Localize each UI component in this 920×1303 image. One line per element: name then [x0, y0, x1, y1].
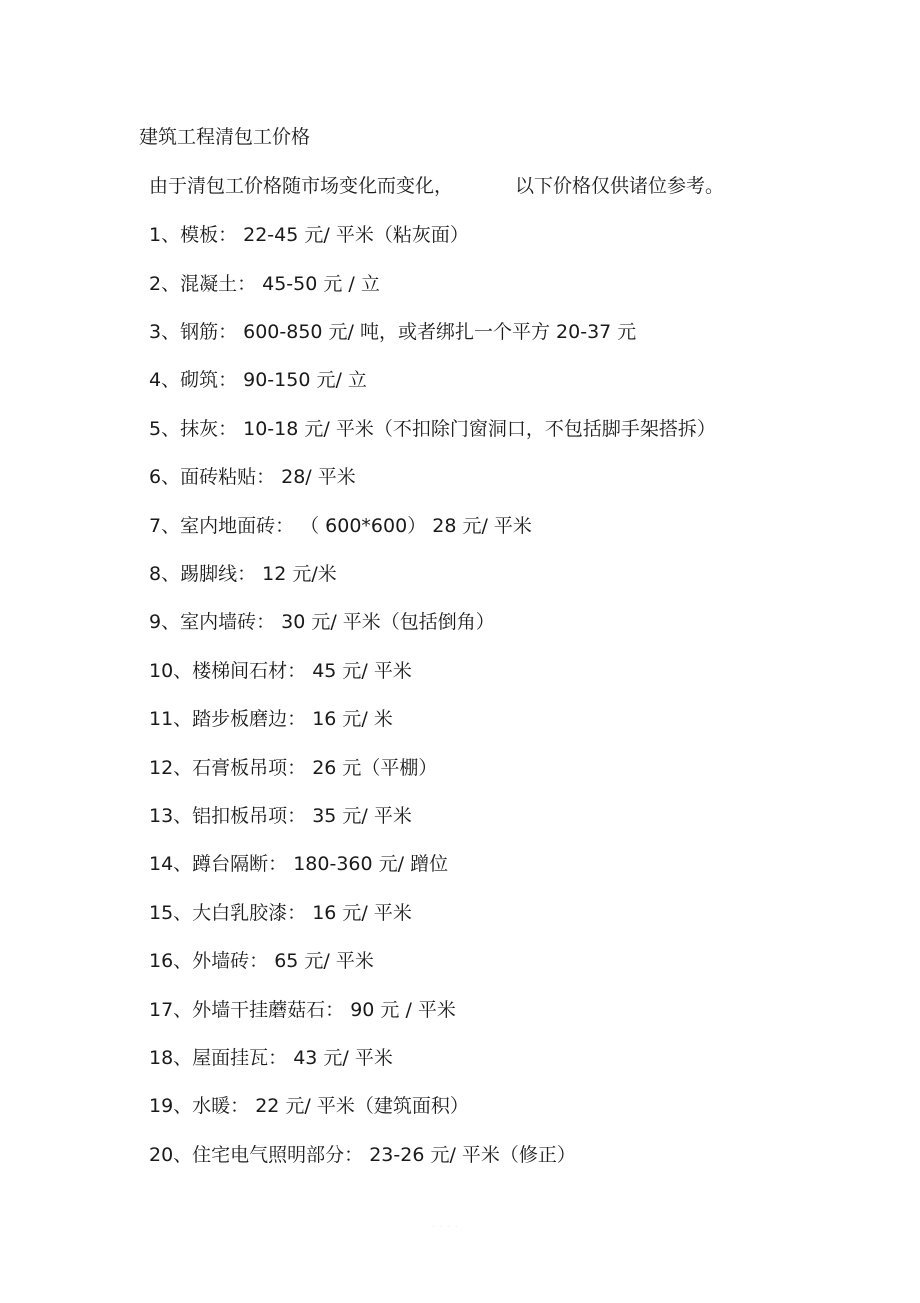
price-item-1: 1、模板： 22-45 元/ 平米（粘灰面） — [149, 224, 469, 246]
price-item-20: 20、住宅电气照明部分： 23-26 元/ 平米（修正） — [149, 1144, 576, 1166]
price-item-6: 6、面砖粘贴： 28/ 平米 — [149, 466, 356, 488]
intro-text-1: 由于清包工价格随市场变化而变化， — [149, 175, 454, 197]
document-title: 建筑工程清包工价格 — [139, 126, 311, 148]
price-item-14: 14、蹲台隔断： 180-360 元/ 蹭位 — [149, 853, 449, 875]
price-item-17: 17、外墙干挂蘑菇石： 90 元 / 平米 — [149, 999, 456, 1021]
intro-paragraph — [149, 173, 724, 199]
price-item-13: 13、铝扣板吊项： 35 元/ 平米 — [149, 805, 412, 827]
page-footer-mark: .... — [432, 1222, 464, 1228]
price-item-15: 15、大白乳胶漆： 16 元/ 平米 — [149, 902, 412, 924]
price-item-12: 12、石膏板吊项： 26 元（平棚） — [149, 757, 438, 779]
price-item-5: 5、抹灰： 10-18 元/ 平米（不扣除门窗洞口，不包括脚手架搭拆） — [149, 418, 716, 440]
price-item-4: 4、砌筑： 90-150 元/ 立 — [149, 369, 367, 391]
price-item-19: 19、水暖： 22 元/ 平米（建筑面积） — [149, 1095, 469, 1117]
intro-text-2: 以下价格仅供诸位参考。 — [515, 175, 725, 197]
price-item-2: 2、混凝土： 45-50 元 / 立 — [149, 273, 380, 295]
price-item-3: 3、钢筋： 600-850 元/ 吨，或者绑扎一个平方 20-37 元 — [149, 321, 637, 343]
price-item-10: 10、楼梯间石材： 45 元/ 平米 — [149, 660, 412, 682]
price-item-11: 11、踏步板磨边： 16 元/ 米 — [149, 708, 393, 730]
price-item-16: 16、外墙砖： 65 元/ 平米 — [149, 950, 374, 972]
price-item-9: 9、室内墙砖： 30 元/ 平米（包括倒角） — [149, 611, 495, 633]
price-item-18: 18、屋面挂瓦： 43 元/ 平米 — [149, 1047, 393, 1069]
price-item-8: 8、踢脚线： 12 元/米 — [149, 563, 337, 585]
price-item-7: 7、室内地面砖： （ 600*600） 28 元/ 平米 — [149, 515, 532, 537]
